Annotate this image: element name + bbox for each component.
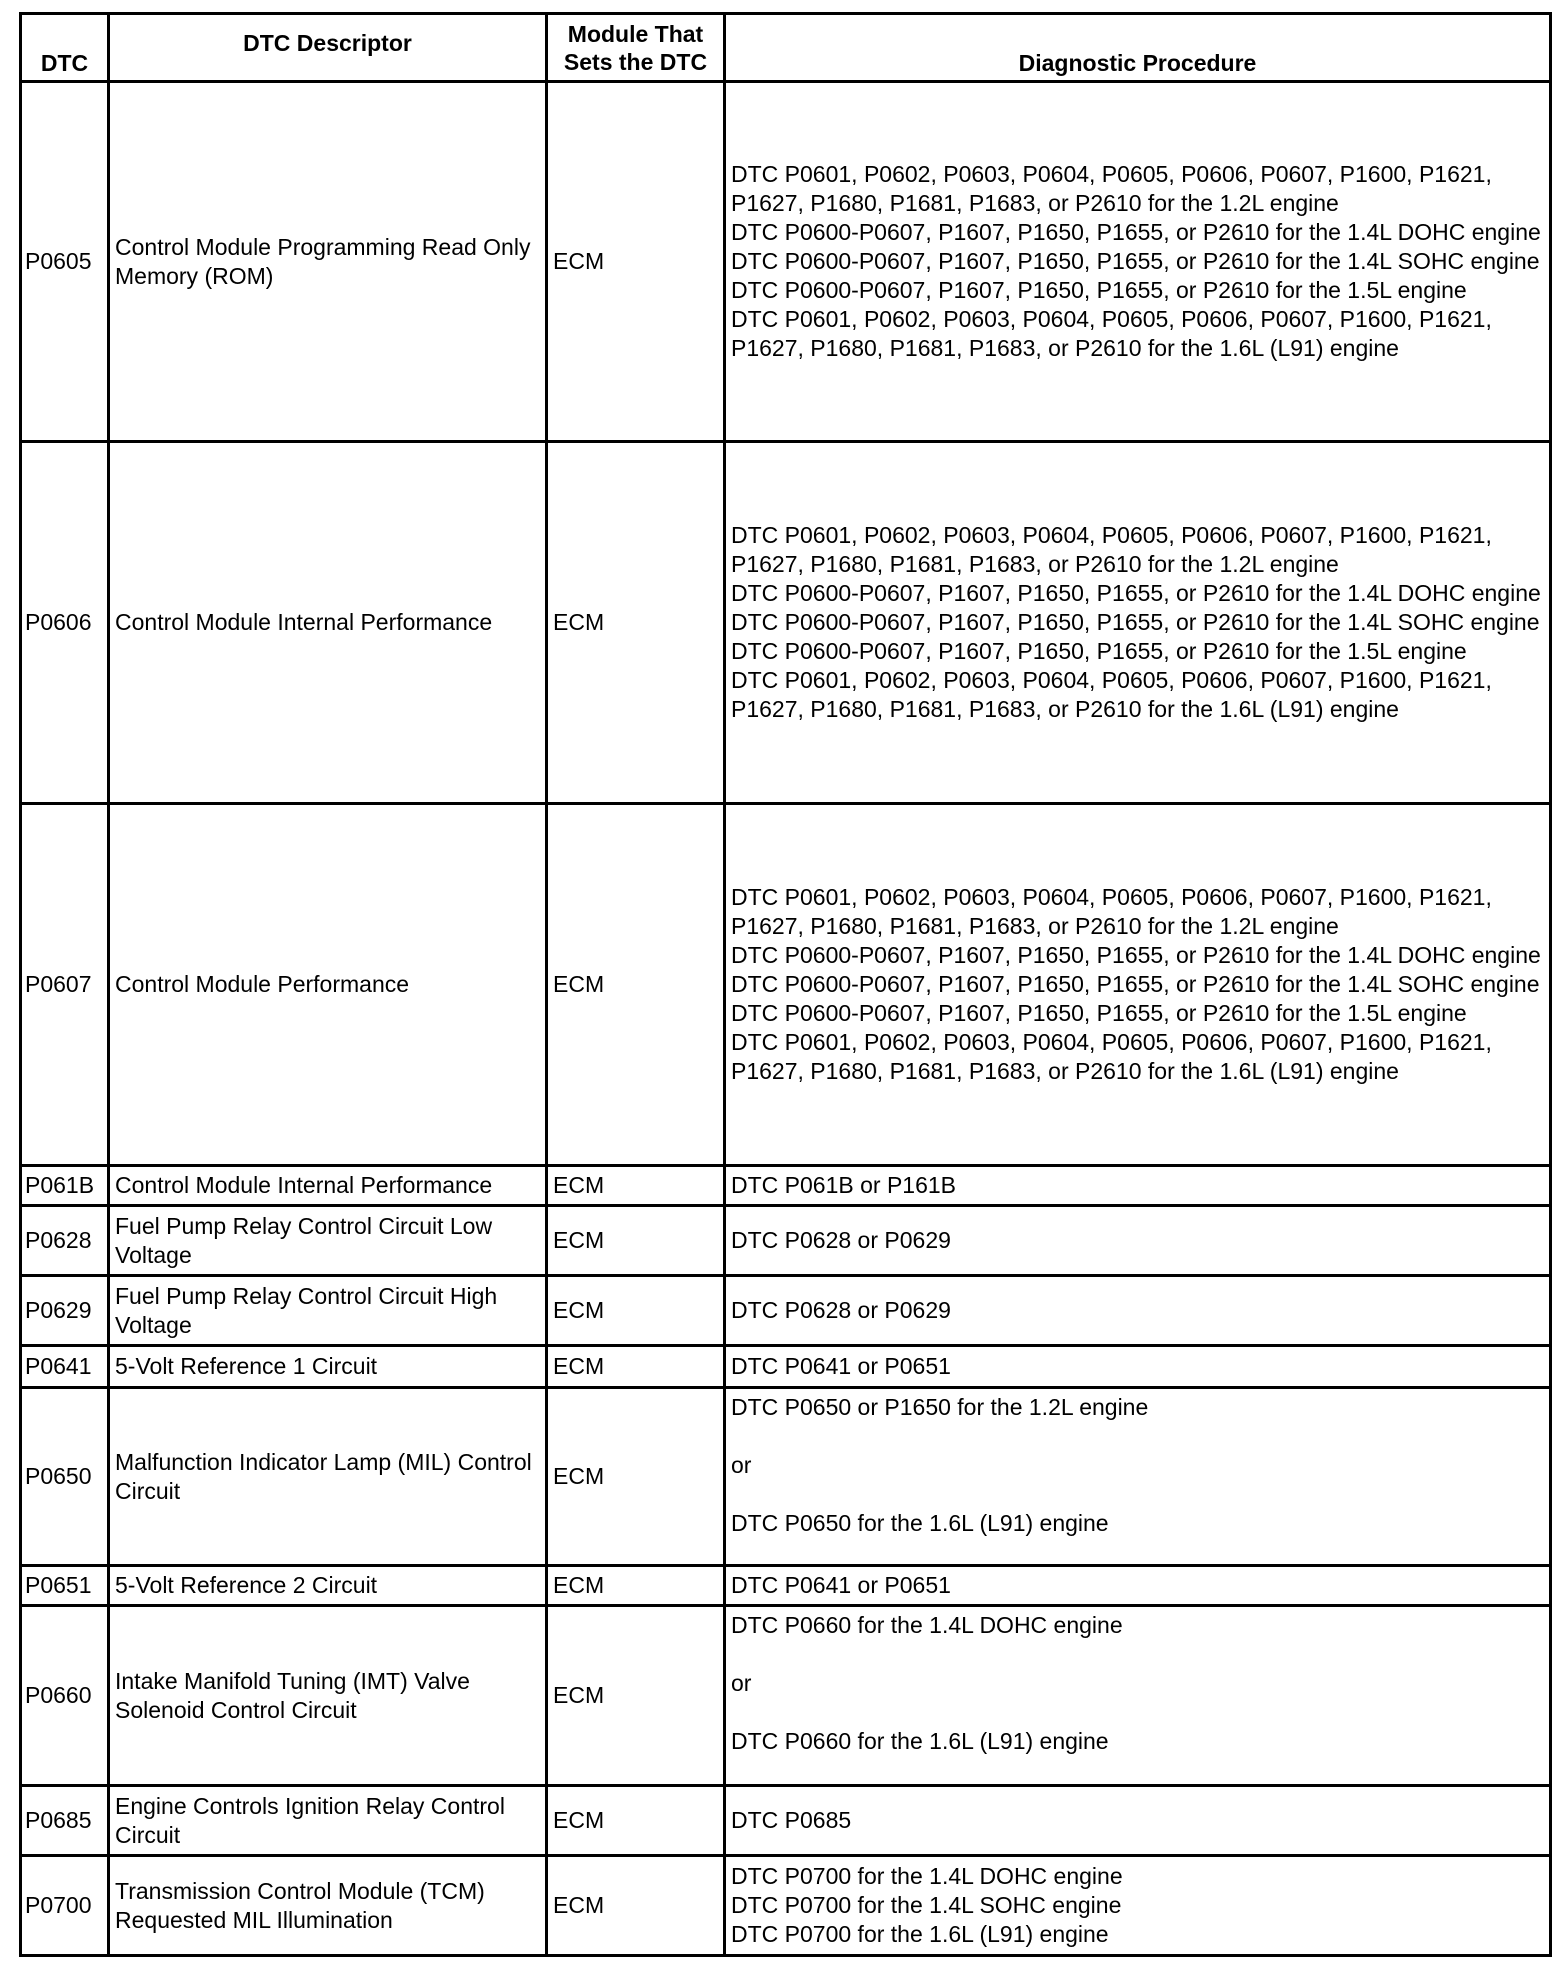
table-row [21, 1388, 1551, 1566]
header-module-line2: Sets the DTC [563, 48, 708, 75]
procedure-cell [725, 82, 1551, 442]
procedure-line: DTC P0601, P0602, P0603, P0604, P0605, P0606, P0607, P1600, P1621, P1627, P1680, P1681, P1683, or P2610 for the 1.6L (L91) engine [731, 667, 1492, 722]
table-row [21, 1606, 1551, 1786]
dtc-descriptor: Control Module Internal Performance [109, 442, 547, 804]
dtc-descriptor: Control Module Performance [109, 804, 547, 1166]
dtc-descriptor: Intake Manifold Tuning (IMT) Valve Solenoid Control Circuit [109, 1606, 547, 1786]
dtc-table [19, 12, 1552, 1957]
dtc-descriptor: Control Module Programming Read Only Memory (ROM) [109, 82, 547, 442]
table-row [21, 1856, 1551, 1956]
procedure-cell [725, 1856, 1551, 1956]
table-row [21, 82, 1551, 442]
module-cell: ECM [547, 1566, 725, 1606]
procedure-cell: DTC P0641 or P0651 [725, 1566, 1551, 1606]
procedure-line: DTC P0600-P0607, P1607, P1650, P1655, or P2610 for the 1.4L DOHC engine [731, 219, 1541, 245]
table-row [21, 1566, 1551, 1606]
module-cell: ECM [547, 1388, 725, 1566]
procedure-cell [725, 1606, 1551, 1786]
dtc-code: P0606 [21, 442, 109, 804]
dtc-code: P0700 [21, 1856, 109, 1956]
table-row [21, 442, 1551, 804]
dtc-code: P061B [21, 1166, 109, 1206]
procedure-line: DTC P0700 for the 1.4L DOHC engine [731, 1863, 1123, 1889]
dtc-descriptor: 5-Volt Reference 1 Circuit [109, 1346, 547, 1388]
dtc-code: P0607 [21, 804, 109, 1166]
procedure-cell [725, 1388, 1551, 1566]
dtc-code: P0650 [21, 1388, 109, 1566]
table-row [21, 1786, 1551, 1856]
procedure-line: DTC P0600-P0607, P1607, P1650, P1655, or P2610 for the 1.5L engine [731, 277, 1467, 303]
procedure-line: DTC P0600-P0607, P1607, P1650, P1655, or P2610 for the 1.5L engine [731, 638, 1467, 664]
table-row [21, 804, 1551, 1166]
procedure-line: DTC P0700 for the 1.4L SOHC engine [731, 1892, 1122, 1918]
procedure-line: DTC P0601, P0602, P0603, P0604, P0605, P0606, P0607, P1600, P1621, P1627, P1680, P1681, P1683, or P2610 for the 1.2L engine [731, 884, 1492, 939]
dtc-code: P0651 [21, 1566, 109, 1606]
module-cell: ECM [547, 1276, 725, 1346]
procedure-line: or [731, 1670, 752, 1696]
header-module [547, 14, 725, 82]
module-cell: ECM [547, 1206, 725, 1276]
dtc-code: P0685 [21, 1786, 109, 1856]
header-descriptor: DTC Descriptor [109, 14, 547, 82]
module-cell: ECM [547, 82, 725, 442]
header-procedure: Diagnostic Procedure [725, 14, 1551, 82]
dtc-code: P0641 [21, 1346, 109, 1388]
procedure-line: DTC P0700 for the 1.6L (L91) engine [731, 1921, 1109, 1947]
dtc-descriptor: Malfunction Indicator Lamp (MIL) Control Circuit [109, 1388, 547, 1566]
module-cell: ECM [547, 442, 725, 804]
procedure-line: DTC P0660 for the 1.4L DOHC engine [731, 1612, 1123, 1638]
procedure-line: DTC P0650 or P1650 for the 1.2L engine [731, 1394, 1149, 1420]
table-row [21, 1206, 1551, 1276]
procedure-cell [725, 442, 1551, 804]
dtc-descriptor: Control Module Internal Performance [109, 1166, 547, 1206]
dtc-code: P0605 [21, 82, 109, 442]
dtc-descriptor: Engine Controls Ignition Relay Control Circuit [109, 1786, 547, 1856]
module-cell: ECM [547, 1606, 725, 1786]
procedure-line: DTC P0601, P0602, P0603, P0604, P0605, P0606, P0607, P1600, P1621, P1627, P1680, P1681, P1683, or P2610 for the 1.2L engine [731, 161, 1492, 216]
procedure-line: DTC P0601, P0602, P0603, P0604, P0605, P0606, P0607, P1600, P1621, P1627, P1680, P1681, P1683, or P2610 for the 1.6L (L91) engine [731, 1029, 1492, 1084]
module-cell: ECM [547, 1856, 725, 1956]
procedure-line: DTC P0600-P0607, P1607, P1650, P1655, or P2610 for the 1.4L SOHC engine [731, 248, 1540, 274]
dtc-descriptor: Fuel Pump Relay Control Circuit Low Voltage [109, 1206, 547, 1276]
procedure-line: or [731, 1452, 752, 1478]
header-dtc: DTC [21, 14, 109, 82]
procedure-line: DTC P0601, P0602, P0603, P0604, P0605, P0606, P0607, P1600, P1621, P1627, P1680, P1681, P1683, or P2610 for the 1.6L (L91) engine [731, 306, 1492, 361]
header-row [21, 14, 1551, 82]
header-module-line1: Module That [567, 20, 704, 47]
procedure-line: DTC P0600-P0607, P1607, P1650, P1655, or P2610 for the 1.5L engine [731, 1000, 1467, 1026]
procedure-line: DTC P0600-P0607, P1607, P1650, P1655, or P2610 for the 1.4L DOHC engine [731, 580, 1541, 606]
procedure-cell: DTC P0628 or P0629 [725, 1276, 1551, 1346]
dtc-code: P0628 [21, 1206, 109, 1276]
dtc-code: P0629 [21, 1276, 109, 1346]
procedure-line: DTC P0600-P0607, P1607, P1650, P1655, or P2610 for the 1.4L SOHC engine [731, 971, 1540, 997]
module-cell: ECM [547, 804, 725, 1166]
module-cell: ECM [547, 1166, 725, 1206]
procedure-cell: DTC P0641 or P0651 [725, 1346, 1551, 1388]
procedure-line: DTC P0600-P0607, P1607, P1650, P1655, or P2610 for the 1.4L DOHC engine [731, 942, 1541, 968]
dtc-descriptor: Transmission Control Module (TCM) Requested MIL Illumination [109, 1856, 547, 1956]
procedure-cell: DTC P061B or P161B [725, 1166, 1551, 1206]
table-row [21, 1346, 1551, 1388]
procedure-cell [725, 804, 1551, 1166]
module-cell: ECM [547, 1346, 725, 1388]
dtc-descriptor: Fuel Pump Relay Control Circuit High Voltage [109, 1276, 547, 1346]
procedure-cell: DTC P0685 [725, 1786, 1551, 1856]
dtc-code: P0660 [21, 1606, 109, 1786]
procedure-line: DTC P0650 for the 1.6L (L91) engine [731, 1510, 1109, 1536]
procedure-line: DTC P0660 for the 1.6L (L91) engine [731, 1728, 1109, 1754]
procedure-line: DTC P0600-P0607, P1607, P1650, P1655, or P2610 for the 1.4L SOHC engine [731, 609, 1540, 635]
procedure-line: DTC P0601, P0602, P0603, P0604, P0605, P0606, P0607, P1600, P1621, P1627, P1680, P1681, P1683, or P2610 for the 1.2L engine [731, 522, 1492, 577]
dtc-descriptor: 5-Volt Reference 2 Circuit [109, 1566, 547, 1606]
table-row [21, 1166, 1551, 1206]
table-row [21, 1276, 1551, 1346]
procedure-cell: DTC P0628 or P0629 [725, 1206, 1551, 1276]
module-cell: ECM [547, 1786, 725, 1856]
